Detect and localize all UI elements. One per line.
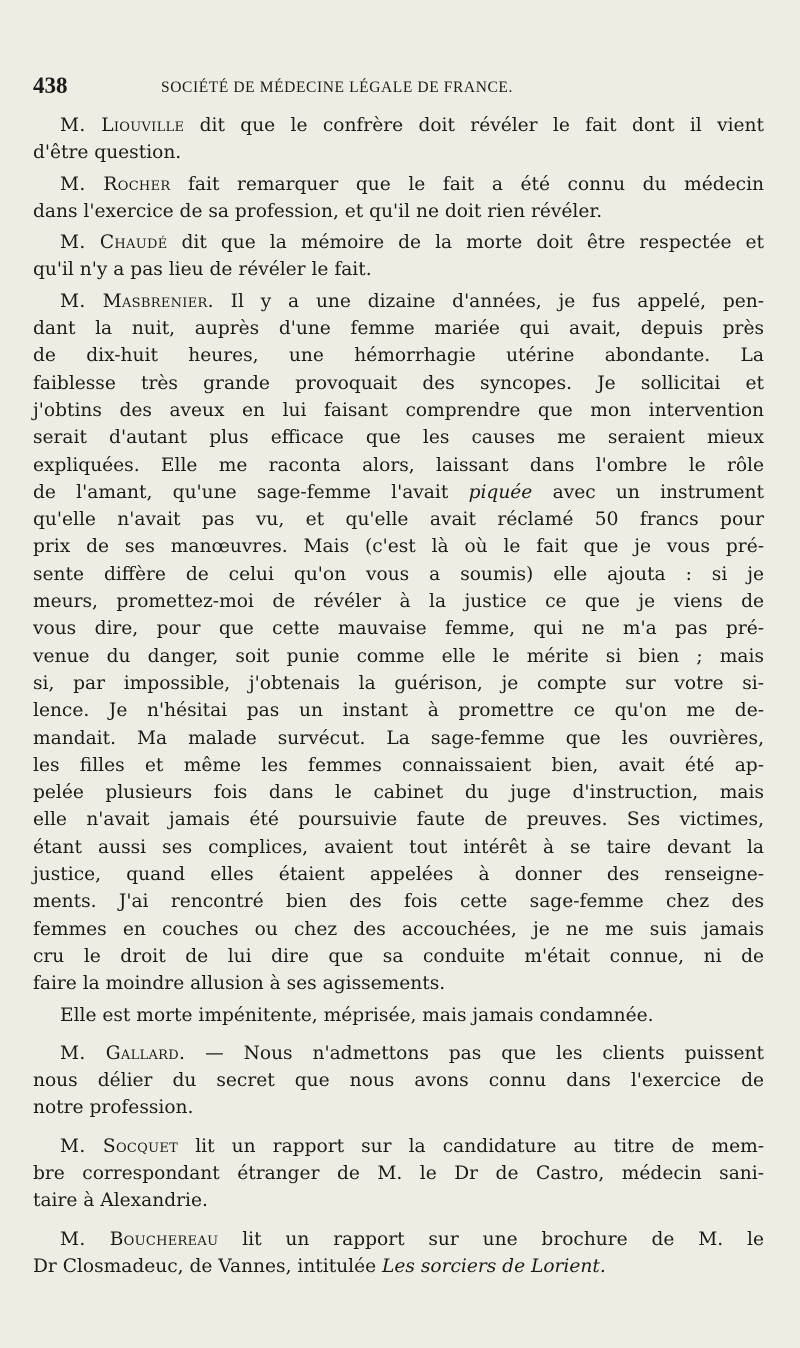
- speaker-name: M. Socquet: [60, 1135, 179, 1157]
- text-line: mandait. Ma malade survécut. La sage-femme que les ouvrières,: [33, 727, 764, 749]
- paragraph-socquet: [33, 1133, 764, 1215]
- page-body: [33, 112, 764, 1291]
- text-line: ments. J'ai rencontré bien des fois cette sage-femme chez des: [33, 891, 764, 913]
- paragraph-liouville: [33, 112, 764, 167]
- page-header: [33, 73, 760, 105]
- text-line: lence. Je n'hésitai pas un instant à promettre ce qu'on me de-: [33, 700, 764, 722]
- paragraph-masbrenier: [33, 288, 764, 998]
- speaker-name: M. Chaudé: [60, 232, 168, 254]
- text-line: dant la nuit, auprès d'une femme mariée qui avait, depuis près: [33, 318, 764, 340]
- text-line: vous dire, pour que cette mauvaise femme, qui ne m'a pas pré-: [33, 618, 764, 640]
- italic-word: piquée: [468, 481, 533, 503]
- text-line: sente diffère de celui qu'on vous a soumis) elle ajouta : si je: [33, 563, 764, 585]
- text-line: qu'elle n'avait pas vu, et qu'elle avait réclamé 50 francs pour: [33, 509, 764, 531]
- text-line: bre correspondant étranger de M. le Dr de Castro, médecin sani-: [33, 1162, 764, 1184]
- text-line: pelée plusieurs fois dans le cabinet du juge d'instruction, mais: [33, 782, 764, 804]
- text-line: cru le droit de lui dire que sa conduite m'était connue, ni de: [33, 945, 764, 967]
- running-title: SOCIÉTÉ DE MÉDECINE LÉGALE DE FRANCE.: [161, 79, 513, 96]
- text-line: étant aussi ses complices, avaient tout intérêt à se taire devant la: [33, 836, 764, 858]
- text-line: justice, quand elles étaient appelées à donner des renseigne-: [33, 864, 764, 886]
- paragraph-bouchereau: [33, 1226, 764, 1281]
- text-line: j'obtins des aveux en lui faisant comprendre que mon intervention: [33, 399, 764, 421]
- text-line: de l'amant, qu'une sage-femme l'avait: [33, 481, 469, 503]
- text-line: qu'il n'y a pas lieu de révéler le fait.: [33, 259, 372, 281]
- text-line: notre profession.: [33, 1097, 194, 1119]
- text-line: les filles et même les femmes connaissaient bien, avait été ap-: [33, 754, 764, 776]
- text-line: de dix-huit heures, une hémorrhagie utérine abondante. La: [33, 345, 764, 367]
- text-line: Il y a une dizaine d'années, je fus appelé, pen-: [213, 290, 764, 312]
- paragraph-rocher: [33, 171, 764, 226]
- paragraph-chaude: [33, 229, 764, 284]
- text-line: — Nous n'admettons pas que les clients puissent: [185, 1042, 764, 1064]
- text-line: serait d'autant plus efficace que les causes me seraient mieux: [33, 427, 764, 449]
- text-line: Dr Closmadeuc, de Vannes, intitulée: [33, 1255, 383, 1277]
- text-line: nous délier du secret que nous avons connu dans l'exercice de: [33, 1070, 764, 1092]
- speaker-name: M. Liouville: [60, 115, 185, 136]
- text-line: si, par impossible, j'obtenais la guérison, je compte sur votre si-: [33, 672, 764, 694]
- page-number: 438: [33, 73, 68, 98]
- text-line: lit un rapport sur la candidature au titre de mem-: [178, 1135, 765, 1157]
- text-line: d'être question.: [33, 142, 182, 164]
- text-line: prix de ses manœuvres. Mais (c'est là où le fait que je vous pré-: [33, 536, 764, 558]
- text-line: venue du danger, soit punie comme elle le mérite si bien ; mais: [33, 645, 764, 667]
- text-line: meurs, promettez-moi de révéler à la justice ce que je viens de: [33, 591, 764, 613]
- text-line: fait remarquer que le fait a été connu du médecin: [170, 173, 764, 195]
- text-line: faire la moindre allusion à ses agissements.: [33, 973, 446, 995]
- text-line: dans l'exercice de sa profession, et qu'il ne doit rien révéler.: [33, 200, 603, 222]
- paragraph-gallard: [33, 1040, 764, 1122]
- book-title: Les sorciers de Lorient.: [382, 1255, 606, 1277]
- text-line: elle n'avait jamais été poursuivie faute de preuves. Ses victimes,: [33, 809, 764, 831]
- text-line: femmes en couches ou chez des accouchées, je ne me suis jamais: [33, 918, 764, 940]
- text-line: dit que le confrère doit révéler le fait dont il vient: [184, 115, 764, 136]
- speaker-name: M. Rocher: [60, 173, 171, 195]
- text-line: faiblesse très grande provoquait des syncopes. Je sollicitai et: [33, 372, 764, 394]
- text-line: Elle est morte impénitente, méprisée, mais jamais condamnée.: [60, 1004, 654, 1026]
- text-line: dit que la mémoire de la morte doit être respectée et: [167, 232, 764, 254]
- speaker-name: M. Gallard.: [60, 1042, 186, 1064]
- text-line: taire à Alexandrie.: [33, 1190, 208, 1212]
- text-line: expliquées. Elle me raconta alors, laissant dans l'ombre le rôle: [33, 454, 764, 476]
- text-line: lit un rapport sur une brochure de M. le: [218, 1228, 765, 1250]
- text-line: avec un instrument: [532, 481, 764, 503]
- paragraph-conclusion: [33, 1002, 764, 1029]
- speaker-name: M. Bouchereau: [60, 1228, 219, 1250]
- speaker-name: M. Masbrenier.: [60, 290, 214, 312]
